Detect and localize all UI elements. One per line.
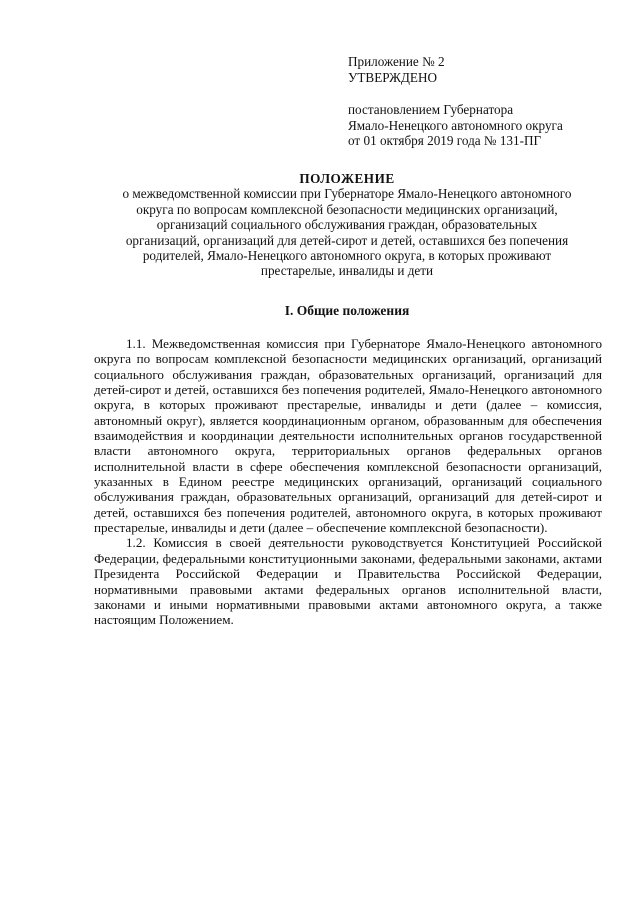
decree-line-1: постановлением Губернатора	[348, 102, 514, 117]
appendix-number: Приложение № 2	[348, 54, 445, 69]
approved-label: УТВЕРЖДЕНО	[348, 69, 438, 85]
paragraph-1-1: 1.1. Межведомственная комиссия при Губернаторе Ямало-Ненецкого автономного округа по вопросам комплексной безопасности медицинских организаций, организаций социального обслуживания граждан, образовательных организаций, организаций для детей-сирот и детей, оставшихся без попечения родителей, Ямало-Ненецкого автономного округа, в которых проживают престарелые, инвалиды и дети (далее – комиссия, автономный округ), является координационным органом, образованным для обеспечения взаимодействия и координации деятельности исполнительных органов государственной власти автономного округа, территориальных органов федеральных органов исполнительной власти в сфере обеспечения комплексной безопасности организаций, указанных в Едином реестре медицинских организаций, организаций социального обслуживания граждан, образовательных организаций, организаций для детей-сирот и детей, оставшихся без попечения родителей, автономного округа, в которых проживают престарелые, инвалиды и дети (далее – обеспечение комплексной безопасности).	[94, 336, 602, 536]
subtitle-line: организаций социального обслуживания граждан, образовательных	[156, 217, 538, 233]
subtitle-line: организаций, организаций для детей-сирот и детей, оставшихся без попечения	[125, 232, 569, 248]
subtitle-line: о межведомственной комиссии при Губернаторе Ямало-Ненецкого автономного	[122, 186, 572, 202]
subtitle-line: родителей, Ямало-Ненецкого автономного округа, в которых проживают	[142, 248, 552, 264]
subtitle-line: округа по вопросам комплексной безопасности медицинских организаций,	[136, 201, 558, 217]
paragraph-1-2: 1.2. Комиссия в своей деятельности руководствуется Конституцией Российской Федерации, федеральными конституционными законами, федеральными законами, актами Президента Российской Федерации и Правительства Российской Федерации, нормативными правовыми актами федеральных органов исполнительной власти, законами и иными нормативными правовыми актами автономного округа, а также настоящим Положением.	[94, 535, 602, 628]
approval-spacer	[348, 85, 618, 102]
section-body	[94, 336, 602, 628]
subtitle-line: престарелые, инвалиды и дети	[260, 263, 434, 279]
decree-line-3: от 01 октября 2019 года № 131-ПГ	[348, 133, 542, 148]
approval-stamp	[348, 54, 618, 149]
document-title-block	[80, 171, 614, 279]
section-heading: I. Общие положения	[284, 303, 410, 318]
document-title: ПОЛОЖЕНИЕ	[299, 171, 395, 186]
decree-line-2: Ямало-Ненецкого автономного округа	[348, 117, 563, 133]
